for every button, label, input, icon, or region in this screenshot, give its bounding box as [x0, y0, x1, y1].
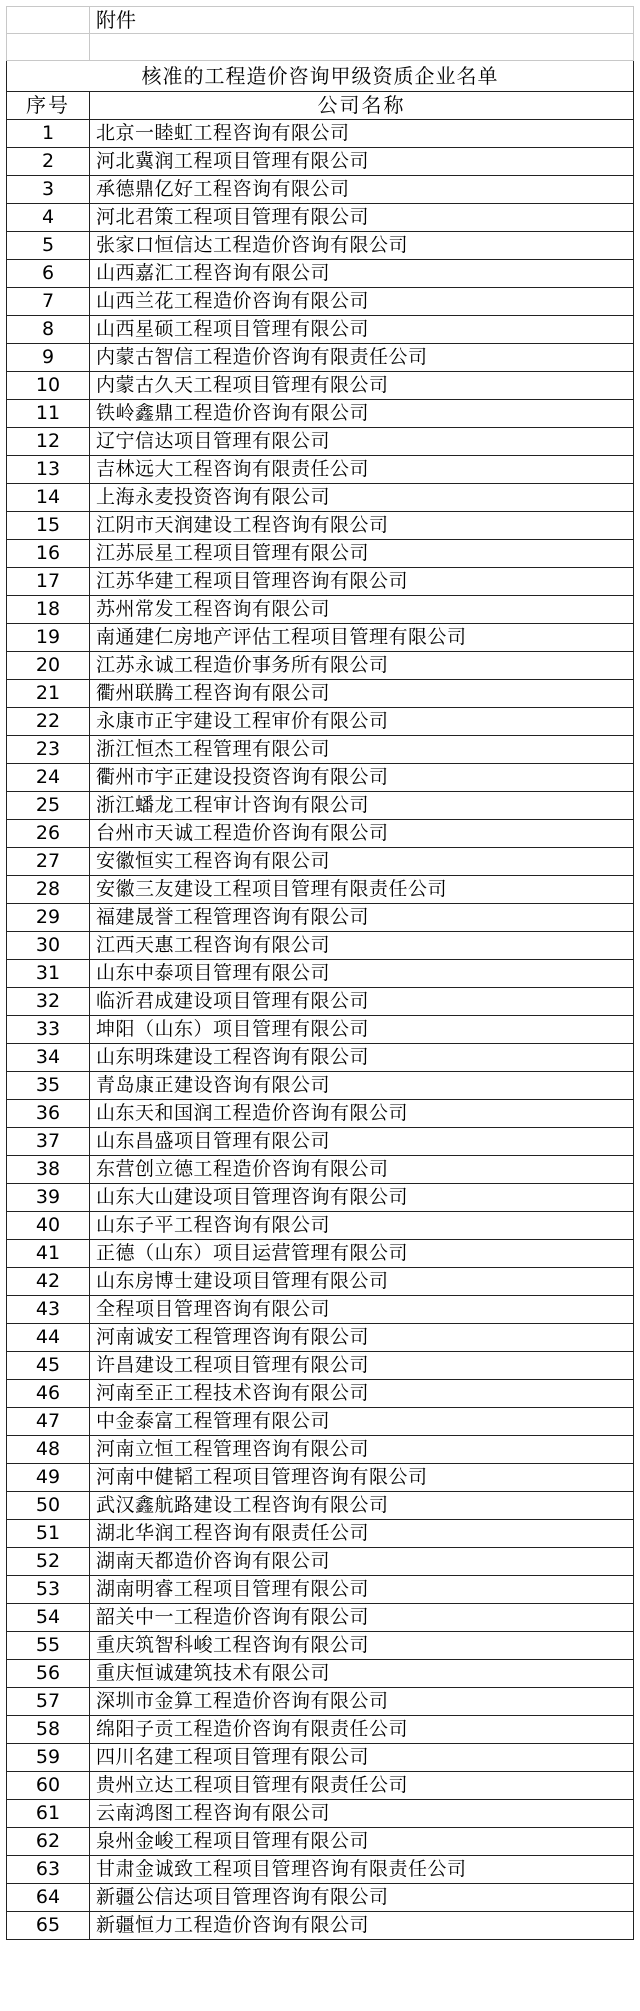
row-number-cell[interactable]: 29 [7, 904, 90, 932]
table-row [7, 260, 634, 288]
row-number-cell[interactable]: 20 [7, 652, 90, 680]
table-row [7, 848, 634, 876]
table-row [7, 1688, 634, 1716]
table-row [7, 876, 634, 904]
row-number-cell[interactable]: 54 [7, 1604, 90, 1632]
row-number-cell[interactable]: 61 [7, 1800, 90, 1828]
company-name-cell[interactable]: 坤阳（山东）项目管理有限公司 [90, 1016, 634, 1044]
company-name-cell[interactable]: 河南诚安工程管理咨询有限公司 [90, 1324, 634, 1352]
company-name-cell[interactable]: 河南立恒工程管理咨询有限公司 [90, 1436, 634, 1464]
company-name-cell[interactable]: 山东中泰项目管理有限公司 [90, 960, 634, 988]
row-number-cell[interactable]: 42 [7, 1268, 90, 1296]
table-row [7, 484, 634, 512]
row-number-cell[interactable]: 35 [7, 1072, 90, 1100]
company-name-cell[interactable]: 山东明珠建设工程咨询有限公司 [90, 1044, 634, 1072]
company-name-cell[interactable]: 韶关中一工程造价咨询有限公司 [90, 1604, 634, 1632]
table-row [7, 1100, 634, 1128]
table-row [7, 1884, 634, 1912]
row-number-cell[interactable]: 3 [7, 176, 90, 204]
company-name-cell[interactable]: 云南鸿图工程咨询有限公司 [90, 1800, 634, 1828]
table-row [7, 1212, 634, 1240]
row-number-cell[interactable]: 9 [7, 344, 90, 372]
company-table [6, 6, 634, 1940]
company-name-cell[interactable]: 新疆公信达项目管理咨询有限公司 [90, 1884, 634, 1912]
table-row [7, 1240, 634, 1268]
row-number-cell[interactable]: 30 [7, 932, 90, 960]
row-number-cell[interactable]: 37 [7, 1128, 90, 1156]
row-number-cell[interactable]: 24 [7, 764, 90, 792]
table-row [7, 428, 634, 456]
company-name-cell[interactable]: 河南至正工程技术咨询有限公司 [90, 1380, 634, 1408]
row-number-cell[interactable]: 16 [7, 540, 90, 568]
table-row [7, 1772, 634, 1800]
table-row [7, 1408, 634, 1436]
company-name-cell[interactable]: 浙江恒杰工程管理有限公司 [90, 736, 634, 764]
row-number-cell[interactable]: 10 [7, 372, 90, 400]
row-number-cell[interactable]: 33 [7, 1016, 90, 1044]
row-number-cell[interactable]: 52 [7, 1548, 90, 1576]
row-number-cell[interactable]: 21 [7, 680, 90, 708]
company-name-cell[interactable]: 山西兰花工程造价咨询有限公司 [90, 288, 634, 316]
company-name-cell[interactable]: 山东昌盛项目管理有限公司 [90, 1128, 634, 1156]
row-number-cell[interactable]: 45 [7, 1352, 90, 1380]
company-name-cell[interactable]: 湖北华润工程咨询有限责任公司 [90, 1520, 634, 1548]
row-number-cell[interactable]: 39 [7, 1184, 90, 1212]
row-number-cell[interactable]: 28 [7, 876, 90, 904]
table-row [7, 1660, 634, 1688]
row-number-cell[interactable]: 63 [7, 1856, 90, 1884]
row-number-cell[interactable]: 25 [7, 792, 90, 820]
attachment-row [7, 7, 634, 34]
company-name-cell[interactable]: 江阴市天润建设工程咨询有限公司 [90, 512, 634, 540]
row-number-cell[interactable]: 50 [7, 1492, 90, 1520]
table-row [7, 1856, 634, 1884]
spreadsheet [6, 6, 634, 1940]
table-row [7, 820, 634, 848]
table-row [7, 1492, 634, 1520]
table-row [7, 960, 634, 988]
company-name-cell[interactable]: 新疆恒力工程造价咨询有限公司 [90, 1912, 634, 1940]
row-number-cell[interactable]: 19 [7, 624, 90, 652]
table-row [7, 1296, 634, 1324]
row-number-cell[interactable]: 58 [7, 1716, 90, 1744]
table-row [7, 708, 634, 736]
table-row [7, 1576, 634, 1604]
table-row [7, 1016, 634, 1044]
row-number-cell[interactable]: 46 [7, 1380, 90, 1408]
company-name-cell[interactable]: 重庆筑智科峻工程咨询有限公司 [90, 1632, 634, 1660]
table-row [7, 148, 634, 176]
row-number-cell[interactable]: 18 [7, 596, 90, 624]
row-number-cell[interactable]: 2 [7, 148, 90, 176]
company-name-cell[interactable]: 安徽恒实工程咨询有限公司 [90, 848, 634, 876]
company-name-cell[interactable]: 台州市天诚工程造价咨询有限公司 [90, 820, 634, 848]
row-number-cell[interactable]: 26 [7, 820, 90, 848]
column-header-no[interactable]: 序号 [7, 92, 90, 120]
row-number-cell[interactable]: 56 [7, 1660, 90, 1688]
company-name-cell[interactable]: 内蒙古久天工程项目管理有限公司 [90, 372, 634, 400]
table-row [7, 596, 634, 624]
company-name-cell[interactable]: 江苏华建工程项目管理咨询有限公司 [90, 568, 634, 596]
table-row [7, 176, 634, 204]
title-row [7, 61, 634, 92]
table-row [7, 316, 634, 344]
table-row [7, 372, 634, 400]
row-number-cell[interactable]: 31 [7, 960, 90, 988]
row-number-cell[interactable]: 15 [7, 512, 90, 540]
table-row [7, 120, 634, 148]
company-name-cell[interactable]: 山西嘉汇工程咨询有限公司 [90, 260, 634, 288]
row-number-cell[interactable]: 8 [7, 316, 90, 344]
table-row [7, 540, 634, 568]
company-name-cell[interactable]: 甘肃金诚致工程项目管理咨询有限责任公司 [90, 1856, 634, 1884]
column-header-name[interactable]: 公司名称 [90, 92, 634, 120]
table-row [7, 1156, 634, 1184]
company-name-cell[interactable]: 正德（山东）项目运营管理有限公司 [90, 1240, 634, 1268]
company-name-cell[interactable]: 武汉鑫航路建设工程咨询有限公司 [90, 1492, 634, 1520]
company-name-cell[interactable]: 安徽三友建设工程项目管理有限责任公司 [90, 876, 634, 904]
row-number-cell[interactable]: 41 [7, 1240, 90, 1268]
row-number-cell[interactable]: 27 [7, 848, 90, 876]
table-row [7, 736, 634, 764]
table-row [7, 1912, 634, 1940]
row-number-cell[interactable]: 64 [7, 1884, 90, 1912]
company-name-cell[interactable]: 福建晟誉工程管理咨询有限公司 [90, 904, 634, 932]
row-number-cell[interactable]: 14 [7, 484, 90, 512]
table-row [7, 400, 634, 428]
company-name-cell[interactable]: 全程项目管理咨询有限公司 [90, 1296, 634, 1324]
row-number-cell[interactable]: 65 [7, 1912, 90, 1940]
company-name-cell[interactable]: 河北冀润工程项目管理有限公司 [90, 148, 634, 176]
row-number-cell[interactable]: 60 [7, 1772, 90, 1800]
row-number-cell[interactable]: 4 [7, 204, 90, 232]
company-name-cell[interactable]: 山东大山建设项目管理咨询有限公司 [90, 1184, 634, 1212]
table-row [7, 1268, 634, 1296]
company-name-cell[interactable]: 山东房博士建设项目管理有限公司 [90, 1268, 634, 1296]
row-number-cell[interactable]: 36 [7, 1100, 90, 1128]
row-number-cell[interactable]: 34 [7, 1044, 90, 1072]
table-row [7, 988, 634, 1016]
company-name-cell[interactable]: 泉州金峻工程项目管理有限公司 [90, 1828, 634, 1856]
row-number-cell[interactable]: 1 [7, 120, 90, 148]
table-row [7, 1324, 634, 1352]
row-number-cell[interactable]: 11 [7, 400, 90, 428]
row-number-cell[interactable]: 38 [7, 1156, 90, 1184]
company-name-cell[interactable]: 山东天和国润工程造价咨询有限公司 [90, 1100, 634, 1128]
table-row [7, 1072, 634, 1100]
table-row [7, 1184, 634, 1212]
row-number-cell[interactable]: 7 [7, 288, 90, 316]
company-name-cell[interactable]: 江苏永诚工程造价事务所有限公司 [90, 652, 634, 680]
company-name-cell[interactable]: 江苏辰星工程项目管理有限公司 [90, 540, 634, 568]
table-row [7, 344, 634, 372]
table-row [7, 624, 634, 652]
table-row [7, 652, 634, 680]
row-number-cell[interactable]: 51 [7, 1520, 90, 1548]
company-name-cell[interactable]: 湖南天都造价咨询有限公司 [90, 1548, 634, 1576]
row-number-cell[interactable]: 62 [7, 1828, 90, 1856]
company-name-cell[interactable]: 中金泰富工程管理有限公司 [90, 1408, 634, 1436]
company-name-cell[interactable]: 衢州联腾工程咨询有限公司 [90, 680, 634, 708]
company-name-cell[interactable]: 江西天惠工程咨询有限公司 [90, 932, 634, 960]
row-number-cell[interactable]: 23 [7, 736, 90, 764]
company-name-cell[interactable]: 浙江蟠龙工程审计咨询有限公司 [90, 792, 634, 820]
table-row [7, 1548, 634, 1576]
company-name-cell[interactable]: 绵阳子贡工程造价咨询有限责任公司 [90, 1716, 634, 1744]
company-name-cell[interactable]: 吉林远大工程咨询有限责任公司 [90, 456, 634, 484]
row-number-cell[interactable]: 13 [7, 456, 90, 484]
table-row [7, 680, 634, 708]
table-row [7, 204, 634, 232]
table-row [7, 1436, 634, 1464]
table-row [7, 1380, 634, 1408]
table-row [7, 1044, 634, 1072]
row-number-cell[interactable]: 57 [7, 1688, 90, 1716]
row-number-cell[interactable]: 12 [7, 428, 90, 456]
company-name-cell[interactable]: 南通建仁房地产评估工程项目管理有限公司 [90, 624, 634, 652]
table-row [7, 932, 634, 960]
company-name-cell[interactable]: 重庆恒诚建筑技术有限公司 [90, 1660, 634, 1688]
company-name-cell[interactable]: 河南中健韬工程项目管理咨询有限公司 [90, 1464, 634, 1492]
blank-row [7, 34, 634, 61]
blank-cell[interactable] [7, 34, 90, 61]
company-name-cell[interactable]: 深圳市金算工程造价咨询有限公司 [90, 1688, 634, 1716]
company-name-cell[interactable]: 承德鼎亿好工程咨询有限公司 [90, 176, 634, 204]
table-row [7, 792, 634, 820]
company-name-cell[interactable]: 河北君策工程项目管理有限公司 [90, 204, 634, 232]
row-number-cell[interactable]: 53 [7, 1576, 90, 1604]
company-name-cell[interactable]: 永康市正宇建设工程审价有限公司 [90, 708, 634, 736]
row-number-cell[interactable]: 48 [7, 1436, 90, 1464]
company-name-cell[interactable]: 张家口恒信达工程造价咨询有限公司 [90, 232, 634, 260]
company-name-cell[interactable]: 湖南明睿工程项目管理有限公司 [90, 1576, 634, 1604]
company-name-cell[interactable]: 东营创立德工程造价咨询有限公司 [90, 1156, 634, 1184]
table-row [7, 1128, 634, 1156]
row-number-cell[interactable]: 59 [7, 1744, 90, 1772]
table-row [7, 764, 634, 792]
table-row [7, 1828, 634, 1856]
table-row [7, 1520, 634, 1548]
company-name-cell[interactable]: 内蒙古智信工程造价咨询有限责任公司 [90, 344, 634, 372]
page-title[interactable]: 核准的工程造价咨询甲级资质企业名单 [7, 61, 634, 92]
company-name-cell[interactable]: 临沂君成建设项目管理有限公司 [90, 988, 634, 1016]
row-number-cell[interactable]: 6 [7, 260, 90, 288]
row-number-cell[interactable]: 55 [7, 1632, 90, 1660]
company-name-cell[interactable]: 辽宁信达项目管理有限公司 [90, 428, 634, 456]
company-name-cell[interactable]: 苏州常发工程咨询有限公司 [90, 596, 634, 624]
table-row [7, 512, 634, 540]
row-number-cell[interactable]: 43 [7, 1296, 90, 1324]
table-row [7, 1464, 634, 1492]
company-name-cell[interactable]: 铁岭鑫鼎工程造价咨询有限公司 [90, 400, 634, 428]
table-row [7, 1744, 634, 1772]
company-name-cell[interactable]: 山东子平工程咨询有限公司 [90, 1212, 634, 1240]
table-row [7, 1632, 634, 1660]
company-name-cell[interactable]: 上海永麦投资咨询有限公司 [90, 484, 634, 512]
company-name-cell[interactable]: 四川名建工程项目管理有限公司 [90, 1744, 634, 1772]
company-name-cell[interactable]: 许昌建设工程项目管理有限公司 [90, 1352, 634, 1380]
row-number-cell[interactable]: 49 [7, 1464, 90, 1492]
row-number-cell[interactable]: 32 [7, 988, 90, 1016]
blank-cell[interactable] [90, 34, 634, 61]
row-number-cell[interactable]: 17 [7, 568, 90, 596]
company-name-cell[interactable]: 贵州立达工程项目管理有限责任公司 [90, 1772, 634, 1800]
table-row [7, 1604, 634, 1632]
row-number-cell[interactable]: 5 [7, 232, 90, 260]
company-name-cell[interactable]: 青岛康正建设咨询有限公司 [90, 1072, 634, 1100]
table-row [7, 288, 634, 316]
attachment-label[interactable]: 附件 [90, 7, 634, 34]
table-row [7, 232, 634, 260]
company-name-cell[interactable]: 山西星硕工程项目管理有限公司 [90, 316, 634, 344]
table-row [7, 1716, 634, 1744]
company-name-cell[interactable]: 北京一睦虹工程咨询有限公司 [90, 120, 634, 148]
row-number-cell[interactable]: 22 [7, 708, 90, 736]
row-number-cell[interactable]: 40 [7, 1212, 90, 1240]
table-row [7, 568, 634, 596]
company-name-cell[interactable]: 衢州市宇正建设投资咨询有限公司 [90, 764, 634, 792]
row-number-cell[interactable]: 44 [7, 1324, 90, 1352]
blank-cell[interactable] [7, 7, 90, 34]
table-row [7, 1800, 634, 1828]
row-number-cell[interactable]: 47 [7, 1408, 90, 1436]
table-row [7, 904, 634, 932]
header-row [7, 92, 634, 120]
table-row [7, 1352, 634, 1380]
table-row [7, 456, 634, 484]
